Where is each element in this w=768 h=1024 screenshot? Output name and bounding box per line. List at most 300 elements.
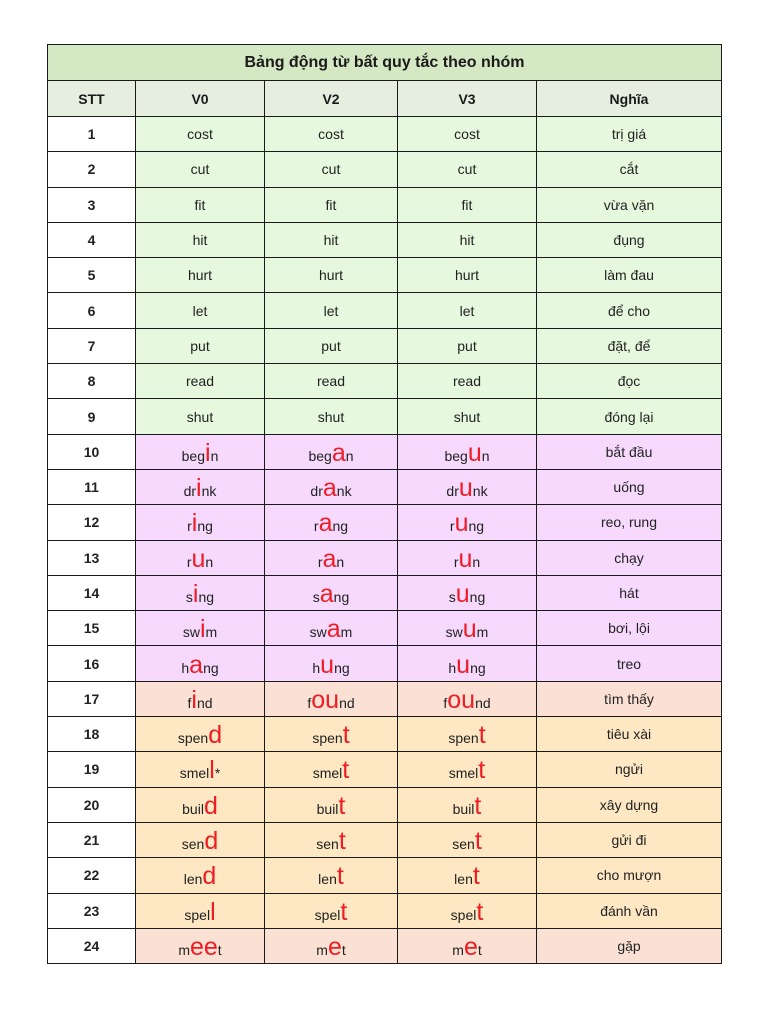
header-v3: V3 <box>398 81 537 117</box>
verb-v2-cell <box>265 717 398 752</box>
verb-v0-cell <box>136 187 265 222</box>
verb-letters: buil <box>316 800 339 817</box>
verb-v3-cell <box>398 117 537 152</box>
verb-v0-cell <box>136 858 265 893</box>
meaning-cell: đọc <box>537 364 722 399</box>
verb-v3-word <box>460 232 475 248</box>
table-row <box>48 187 722 222</box>
meaning-cell: cho mượn <box>537 858 722 893</box>
row-number: 4 <box>48 222 136 257</box>
verb-v3-cell <box>398 222 537 257</box>
row-number: 6 <box>48 293 136 328</box>
verb-letters: sw <box>182 624 200 641</box>
changed-letters: t <box>474 791 482 820</box>
verb-letters: smel <box>448 765 479 782</box>
row-number: 17 <box>48 681 136 716</box>
verb-v3-cell <box>398 293 537 328</box>
verb-v0-cell <box>136 505 265 540</box>
row-number: 2 <box>48 152 136 187</box>
meaning-cell: đặt, để <box>537 328 722 363</box>
verb-v2-cell <box>265 893 398 928</box>
verb-letters: beg <box>181 447 205 464</box>
table-row <box>48 928 722 963</box>
verb-v0-cell <box>136 646 265 681</box>
irregular-verbs-table <box>47 44 722 964</box>
verb-v0-word <box>179 756 221 785</box>
verb-v0-word <box>185 580 215 608</box>
verb-letters: n <box>336 553 345 570</box>
verb-letters: m <box>476 624 489 641</box>
verb-v3-cell <box>398 187 537 222</box>
table-row <box>48 822 722 857</box>
verb-v2-word <box>318 126 344 142</box>
verb-v3-word <box>450 897 484 926</box>
verb-v2-word <box>319 267 343 283</box>
verb-letters: spel <box>314 906 341 923</box>
verb-v0-cell <box>136 893 265 928</box>
changed-letters: d <box>203 791 218 820</box>
verb-v0-cell <box>136 752 265 787</box>
verb-v3-cell <box>398 364 537 399</box>
verb-v3-cell <box>398 717 537 752</box>
verb-v0-word <box>193 303 208 319</box>
verb-v3-cell <box>398 434 537 469</box>
changed-letters: d <box>208 721 223 750</box>
verb-letters: nd <box>196 694 213 711</box>
verb-letters: ng <box>470 659 486 676</box>
verb-letters: r <box>186 553 192 570</box>
verb-letters: spen <box>312 730 343 747</box>
row-number: 24 <box>48 928 136 963</box>
header-v2: V2 <box>265 81 398 117</box>
verb-v2-word <box>321 338 340 354</box>
verb-letters: m <box>205 624 218 641</box>
verb-v2-cell <box>265 611 398 646</box>
verb-letters: n <box>210 447 219 464</box>
verb-v3-word <box>453 544 481 573</box>
meaning-cell: tìm thấy <box>537 681 722 716</box>
table-row <box>48 717 722 752</box>
changed-letters: u <box>458 474 473 503</box>
verb-v3-word <box>448 756 486 785</box>
meaning-cell: đóng lại <box>537 399 722 434</box>
meaning-cell: đụng <box>537 222 722 257</box>
verb-letters: read <box>316 373 346 390</box>
verb-letters: hurt <box>454 267 480 284</box>
changed-letters: d <box>202 862 217 891</box>
verb-v3-word <box>448 721 486 750</box>
verb-letters: s <box>312 589 320 605</box>
verb-letters: cut <box>457 161 477 178</box>
changed-letters: a <box>326 615 341 644</box>
verb-v0-word <box>190 338 209 354</box>
verb-v0-cell <box>136 611 265 646</box>
verb-v2-cell <box>265 328 398 363</box>
row-number: 20 <box>48 787 136 822</box>
verb-letters: fit <box>461 196 473 213</box>
changed-letters: u <box>458 544 473 573</box>
row-number: 7 <box>48 328 136 363</box>
verb-letters: nk <box>472 483 488 500</box>
verb-v0-cell <box>136 681 265 716</box>
verb-v2-cell <box>265 469 398 504</box>
changed-letters: i <box>192 580 199 608</box>
verb-letters: r <box>317 553 323 570</box>
row-number: 8 <box>48 364 136 399</box>
verb-letters: ng <box>333 589 350 605</box>
verb-letters: let <box>459 302 475 319</box>
verb-letters: buil <box>452 800 475 817</box>
verb-v0-cell <box>136 117 265 152</box>
changed-letters: t <box>476 897 484 926</box>
verb-letters: buil <box>182 800 204 817</box>
changed-letters: t <box>340 897 348 926</box>
verb-v2-word <box>324 303 339 319</box>
verb-letters: dr <box>183 483 197 500</box>
table-row <box>48 646 722 681</box>
changed-letters: i <box>199 615 206 644</box>
verb-letters: len <box>183 871 203 888</box>
verb-letters: t <box>341 941 346 958</box>
verb-letters: sw <box>309 624 327 641</box>
verb-v0-word <box>183 474 217 503</box>
verb-letters: smel <box>312 765 343 782</box>
verb-v2-word <box>313 509 349 538</box>
row-number: 21 <box>48 822 136 857</box>
verb-v2-word <box>312 650 350 679</box>
verb-letters: hit <box>323 232 339 249</box>
verb-v0-cell <box>136 469 265 504</box>
meaning-cell: vừa vặn <box>537 187 722 222</box>
changed-letters: t <box>342 721 350 750</box>
verb-v3-word <box>460 303 475 319</box>
changed-letters: a <box>322 474 337 503</box>
verb-letters: ng <box>469 589 486 605</box>
table-body <box>48 117 722 964</box>
meaning-cell: trị giá <box>537 117 722 152</box>
table-header-row <box>48 81 722 117</box>
meaning-cell: làm đau <box>537 258 722 293</box>
verb-v2-cell <box>265 787 398 822</box>
table-row <box>48 434 722 469</box>
verb-letters: put <box>457 337 477 354</box>
verb-letters: cost <box>318 126 344 143</box>
verb-letters: spel <box>450 906 477 923</box>
meaning-cell: treo <box>537 646 722 681</box>
changed-letters: u <box>455 580 470 608</box>
verb-letters: r <box>313 518 319 535</box>
verb-letters: shut <box>453 408 481 425</box>
meaning-cell: gặp <box>537 928 722 963</box>
verb-v3-word <box>448 580 486 608</box>
verb-v2-cell <box>265 752 398 787</box>
changed-letters: t <box>338 827 346 856</box>
verb-letters: fit <box>194 196 206 213</box>
table-row <box>48 117 722 152</box>
verb-v2-cell <box>265 258 398 293</box>
changed-letters: u <box>191 544 206 573</box>
verb-v3-cell <box>398 893 537 928</box>
verb-letters: read <box>185 373 215 390</box>
verb-v2-word <box>318 409 344 425</box>
verb-letters: dr <box>310 483 323 500</box>
verb-v3-word <box>446 474 488 503</box>
verb-v3-cell <box>398 787 537 822</box>
verb-letters: f <box>187 694 192 711</box>
verb-letters: s <box>185 589 193 605</box>
meaning-cell: đánh vần <box>537 893 722 928</box>
verb-letters: sen <box>181 836 205 853</box>
verb-v0-cell <box>136 540 265 575</box>
verb-v0-word <box>181 650 219 679</box>
verb-letters: spen <box>448 730 479 747</box>
row-number: 16 <box>48 646 136 681</box>
verb-v3-word <box>458 161 477 177</box>
verb-letters: nk <box>336 483 352 500</box>
meaning-cell: reo, rung <box>537 505 722 540</box>
verb-v2-cell <box>265 928 398 963</box>
verb-v2-cell <box>265 575 398 610</box>
table-title: Bảng động từ bất quy tắc theo nhóm <box>48 45 722 81</box>
verb-v0-cell <box>136 717 265 752</box>
verb-v2-cell <box>265 187 398 222</box>
verb-letters: n <box>205 553 214 570</box>
verb-v0-cell <box>136 928 265 963</box>
verb-letters: s <box>448 589 456 605</box>
verb-v0-cell <box>136 258 265 293</box>
meaning-cell: gửi đi <box>537 822 722 857</box>
changed-letters: a <box>322 544 337 573</box>
verb-v0-cell <box>136 293 265 328</box>
verb-v2-cell <box>265 222 398 257</box>
table-row <box>48 893 722 928</box>
verb-v0-word <box>195 197 206 213</box>
table-row <box>48 293 722 328</box>
verb-v2-word <box>312 721 350 750</box>
verb-v3-word <box>454 126 480 142</box>
changed-letters: i <box>191 509 198 538</box>
verb-letters: f <box>443 694 448 711</box>
verb-v0-cell <box>136 822 265 857</box>
row-number: 12 <box>48 505 136 540</box>
verb-v0-word <box>182 615 218 644</box>
table-row <box>48 258 722 293</box>
table-row <box>48 575 722 610</box>
verb-v3-word <box>455 267 479 283</box>
verb-v3-cell <box>398 928 537 963</box>
verb-letters: ng <box>332 518 349 535</box>
verb-v2-cell <box>265 681 398 716</box>
verb-v0-word <box>186 544 214 573</box>
table-row <box>48 611 722 646</box>
verb-letters: n <box>345 447 354 464</box>
verb-v3-cell <box>398 646 537 681</box>
verb-v3-word <box>457 338 476 354</box>
verb-v2-word <box>317 544 345 573</box>
verb-v0-word <box>181 438 219 467</box>
changed-letters: i <box>205 438 211 467</box>
verb-v0-cell <box>136 575 265 610</box>
verb-letters: ng <box>197 518 213 535</box>
verb-letters: sen <box>452 836 475 853</box>
changed-letters: i <box>196 474 202 503</box>
changed-letters: a <box>331 438 346 467</box>
row-number: 14 <box>48 575 136 610</box>
changed-letters: ou <box>311 685 340 714</box>
changed-letters: u <box>462 615 477 644</box>
verb-v0-word <box>191 161 210 177</box>
changed-letters: e <box>327 932 342 961</box>
changed-letters: u <box>320 650 335 679</box>
table-row <box>48 152 722 187</box>
row-number: 22 <box>48 858 136 893</box>
verb-v0-cell <box>136 787 265 822</box>
verb-v0-cell <box>136 434 265 469</box>
row-number: 10 <box>48 434 136 469</box>
verb-letters: m <box>316 941 328 958</box>
verb-letters: smel <box>179 765 210 782</box>
row-number: 23 <box>48 893 136 928</box>
verb-v2-word <box>322 161 341 177</box>
verb-letters: fit <box>325 196 337 213</box>
meaning-cell: bắt đầu <box>537 434 722 469</box>
verb-v3-cell <box>398 540 537 575</box>
verb-v3-cell <box>398 152 537 187</box>
verb-v0-cell <box>136 364 265 399</box>
header-meaning: Nghĩa <box>537 81 722 117</box>
changed-letters: a <box>189 650 204 679</box>
verb-v3-cell <box>398 505 537 540</box>
table-row <box>48 469 722 504</box>
verb-v2-cell <box>265 858 398 893</box>
verb-letters: f <box>307 694 312 711</box>
changed-letters: i <box>191 685 197 714</box>
verb-v3-word <box>449 509 485 538</box>
verb-v0-word <box>187 126 213 142</box>
verb-letters: h <box>448 659 457 676</box>
verb-v2-word <box>309 615 353 644</box>
verb-v0-word <box>193 232 208 248</box>
verb-letters: put <box>190 337 210 354</box>
verb-letters: put <box>321 337 341 354</box>
changed-letters: l <box>210 897 216 926</box>
verb-letters: ng <box>198 589 215 605</box>
meaning-cell: hát <box>537 575 722 610</box>
verb-v2-word <box>314 897 348 926</box>
verb-v2-cell <box>265 117 398 152</box>
table-title-row <box>48 45 722 81</box>
verb-v0-word <box>187 409 213 425</box>
verb-letters: dr <box>446 483 459 500</box>
verb-v3-word <box>452 932 482 961</box>
verb-v0-word <box>181 827 219 856</box>
verb-v2-cell <box>265 646 398 681</box>
changed-letters: a <box>318 509 333 538</box>
verb-letters: len <box>318 871 337 888</box>
verb-v3-cell <box>398 469 537 504</box>
verb-v2-cell <box>265 293 398 328</box>
verb-letters: len <box>454 871 473 888</box>
table-row <box>48 752 722 787</box>
row-number: 5 <box>48 258 136 293</box>
verb-letters: shut <box>186 408 214 425</box>
verb-letters: hit <box>192 232 208 249</box>
verb-letters: cut <box>190 161 210 178</box>
header-v0: V0 <box>136 81 265 117</box>
verb-letters: sw <box>445 624 463 641</box>
table-row <box>48 540 722 575</box>
meaning-cell: bơi, lội <box>537 611 722 646</box>
verb-v2-word <box>316 932 346 961</box>
verb-letters: hit <box>459 232 475 249</box>
changed-letters: u <box>467 438 482 467</box>
verb-v2-word <box>308 438 354 467</box>
verb-v0-word <box>183 862 217 891</box>
verb-letters: beg <box>308 447 332 464</box>
verb-letters: r <box>187 518 192 535</box>
table-row <box>48 328 722 363</box>
verb-v3-cell <box>398 752 537 787</box>
verb-v2-word <box>310 474 352 503</box>
verb-v0-word <box>186 373 214 389</box>
changed-letters: u <box>454 509 469 538</box>
verb-v3-word <box>443 685 491 714</box>
table-row <box>48 399 722 434</box>
verb-v2-word <box>324 232 339 248</box>
verb-v0-word <box>177 721 223 750</box>
verb-letters: ng <box>468 518 485 535</box>
verb-letters: ng <box>334 659 350 676</box>
verb-letters: * <box>214 765 221 782</box>
verb-v3-cell <box>398 328 537 363</box>
verb-v2-word <box>307 685 355 714</box>
verb-v0-word <box>187 685 213 714</box>
verb-letters: read <box>452 373 482 390</box>
row-number: 9 <box>48 399 136 434</box>
header-stt: STT <box>48 81 136 117</box>
verb-v2-word <box>326 197 337 213</box>
verb-letters: shut <box>317 408 345 425</box>
verb-letters: cost <box>187 126 213 143</box>
meaning-cell: chạy <box>537 540 722 575</box>
changed-letters: t <box>478 721 486 750</box>
verb-letters: r <box>453 553 459 570</box>
verb-v2-cell <box>265 152 398 187</box>
verb-v2-cell <box>265 364 398 399</box>
verb-letters: let <box>192 302 208 319</box>
meaning-cell: ngửi <box>537 752 722 787</box>
verb-v3-cell <box>398 611 537 646</box>
verb-v2-cell <box>265 540 398 575</box>
row-number: 13 <box>48 540 136 575</box>
verb-v3-cell <box>398 681 537 716</box>
changed-letters: t <box>478 756 486 785</box>
verb-letters: r <box>449 518 455 535</box>
verb-v0-cell <box>136 328 265 363</box>
verb-v0-word <box>184 897 216 926</box>
verb-v2-word <box>318 862 344 891</box>
verb-v2-word <box>316 791 346 820</box>
changed-letters: t <box>338 791 346 820</box>
verb-v0-cell <box>136 399 265 434</box>
verb-v3-cell <box>398 258 537 293</box>
row-number: 3 <box>48 187 136 222</box>
row-number: 19 <box>48 752 136 787</box>
verb-letters: spen <box>177 730 209 747</box>
verb-v2-word <box>317 373 345 389</box>
verb-v0-cell <box>136 222 265 257</box>
changed-letters: d <box>204 827 219 856</box>
